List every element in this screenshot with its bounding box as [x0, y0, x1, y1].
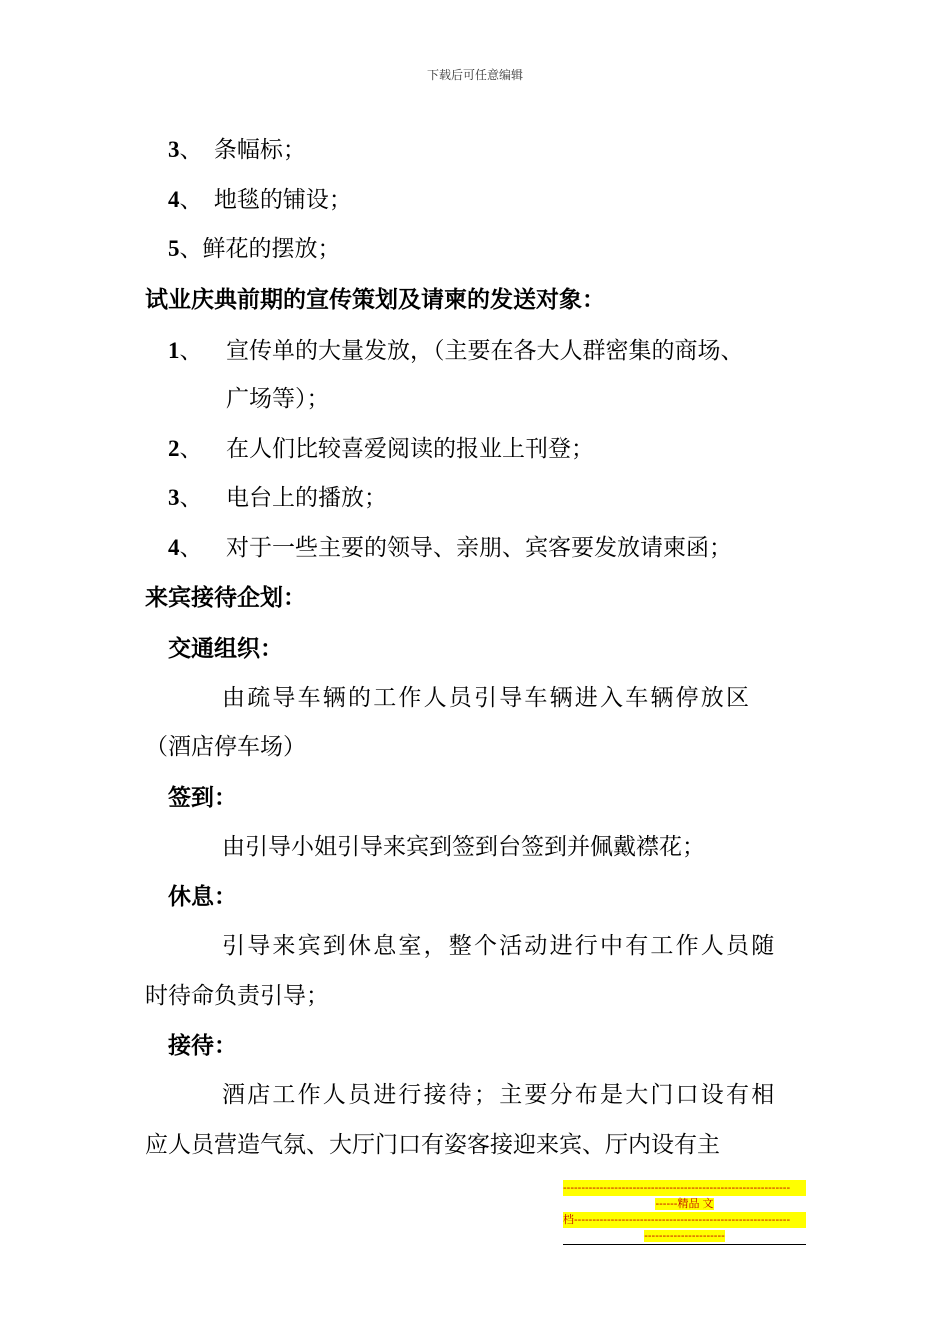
list-text: 条幅标； — [213, 137, 306, 163]
list-number: 3 — [168, 485, 180, 510]
list-item — [168, 533, 203, 563]
list-item — [168, 185, 352, 215]
paragraph-line: 引导来宾到休息室，整个活动进行中有工作人员随 — [222, 933, 777, 959]
list-separator: 、 — [179, 338, 203, 364]
paragraph-line: 由引导小姐引导来宾到签到台签到并佩戴襟花； — [222, 834, 705, 860]
list-number: 5 — [168, 236, 180, 261]
footer-line: -------------------------------------------------------------- — [563, 1180, 806, 1196]
list-number: 4 — [168, 187, 180, 212]
subsection-title: 接待： — [168, 1033, 237, 1059]
list-number: 2 — [168, 436, 180, 461]
paragraph-line: （酒店停车场） — [145, 734, 306, 760]
list-text-continued: 广场等）； — [226, 386, 330, 412]
subsection-title: 交通组织： — [168, 636, 283, 662]
list-text: 宣传单的大量发放，（主要在各大人群密集的商场、 — [226, 338, 744, 364]
list-text: 对于一些主要的领导、亲朋、宾客要发放请柬函； — [226, 535, 732, 561]
list-separator: 、 — [179, 187, 203, 213]
list-number: 3 — [168, 137, 180, 162]
page-header: 下载后可任意编辑 — [426, 68, 523, 82]
list-text: 鲜花的摆放； — [202, 236, 341, 262]
section-heading: 来宾接待企划： — [145, 585, 306, 611]
list-item — [168, 434, 203, 464]
subsection-title: 签到： — [168, 785, 237, 811]
footer-line: ---------------------- — [644, 1230, 725, 1242]
paragraph-line: 酒店工作人员进行接待；主要分布是大门口设有相 — [222, 1082, 777, 1108]
list-separator: 、 — [179, 535, 203, 561]
list-separator: 、 — [179, 436, 203, 462]
list-separator: 、 — [179, 137, 203, 163]
section-heading: 试业庆典前期的宣传策划及请柬的发送对象： — [145, 287, 605, 313]
list-item — [168, 483, 203, 513]
list-item — [168, 234, 341, 264]
list-separator: 、 — [179, 485, 203, 511]
list-text: 地毯的铺设； — [213, 187, 352, 213]
list-separator: 、 — [179, 236, 203, 262]
list-item — [168, 135, 306, 165]
list-text: 电台上的播放； — [226, 485, 387, 511]
footer-line: ------精品 文 — [655, 1198, 714, 1210]
subsection-title: 休息： — [168, 884, 237, 910]
list-number: 1 — [168, 338, 180, 363]
paragraph-line: 由疏导车辆的工作人员引导车辆进入车辆停放区 — [222, 685, 752, 711]
list-text: 在人们比较喜爱阅读的报业上刊登； — [226, 436, 594, 462]
footer-line: 档----------------------------------------------------------- — [563, 1212, 806, 1228]
paragraph-line: 时待命负责引导； — [145, 983, 329, 1009]
footer-watermark — [563, 1180, 806, 1245]
paragraph-line: 应人员营造气氛、大厅门口有姿客接迎来宾、厅内设有主 — [145, 1132, 720, 1158]
list-number: 4 — [168, 535, 180, 560]
list-item — [168, 336, 203, 366]
